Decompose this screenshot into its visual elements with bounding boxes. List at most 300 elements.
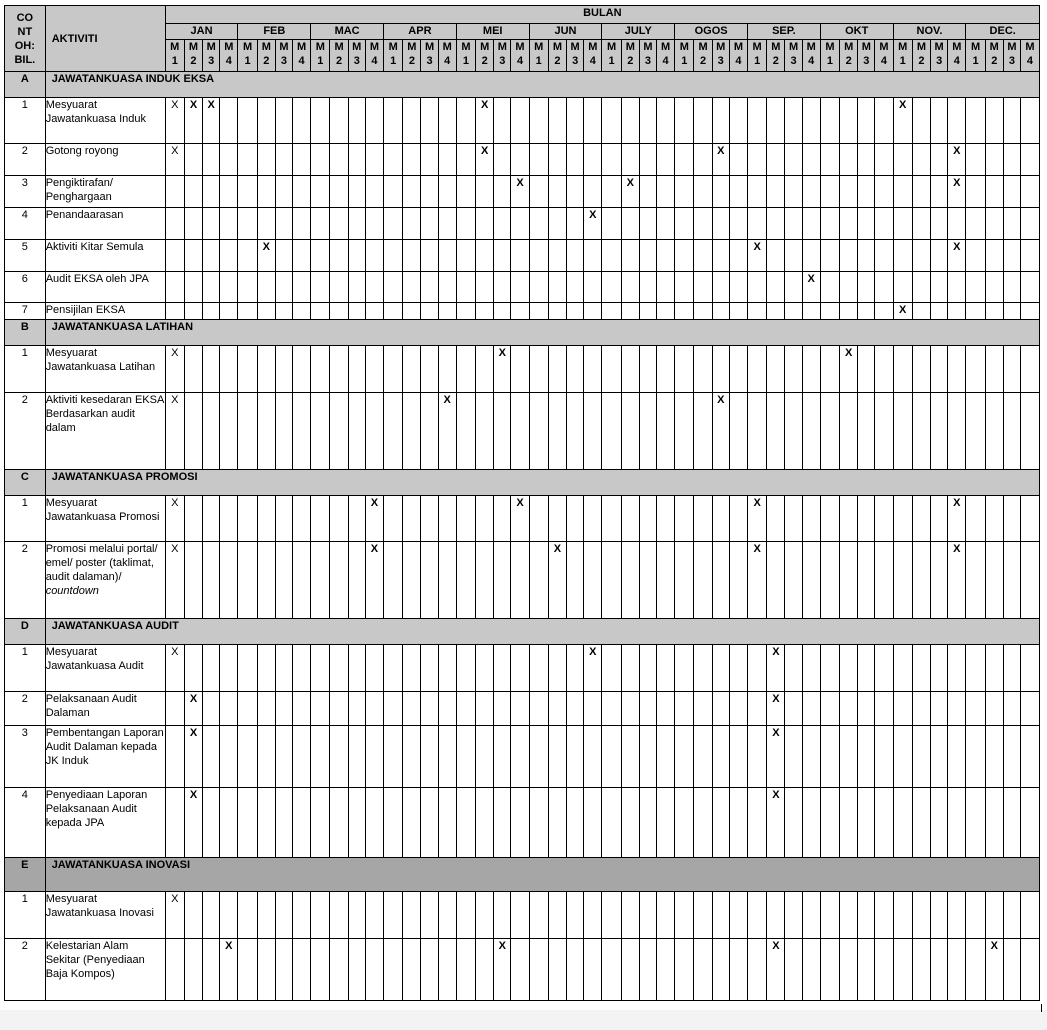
week-cell — [639, 144, 656, 176]
week-cell — [657, 393, 675, 470]
week-cell — [365, 240, 383, 272]
week-cell — [893, 726, 912, 788]
week-cell — [893, 98, 912, 144]
week-cell — [203, 272, 220, 303]
week-cell — [220, 272, 238, 303]
week-cell — [511, 176, 529, 208]
section-title: JAWATANKUASA INDUK EKSA — [45, 72, 1039, 98]
week-cell — [639, 542, 656, 619]
week-cell — [403, 272, 421, 303]
activity-name: Pelaksanaan Audit Dalaman — [45, 692, 165, 726]
week-cell — [476, 692, 494, 726]
week-cell — [729, 939, 747, 1001]
week-cell — [438, 240, 456, 272]
week-cell — [621, 98, 639, 144]
week-letter: M — [480, 41, 490, 53]
week-cell — [220, 176, 238, 208]
week-cell — [694, 176, 712, 208]
week-letter: M — [661, 41, 671, 53]
week-header — [330, 40, 348, 72]
activity-row — [5, 346, 1040, 393]
week-cell — [203, 496, 220, 542]
week-cell — [802, 303, 820, 320]
week-cell — [875, 542, 893, 619]
week-cell — [966, 496, 985, 542]
week-cell — [729, 98, 747, 144]
week-cell — [476, 939, 494, 1001]
week-cell — [748, 496, 767, 542]
week-cell — [293, 144, 311, 176]
week-cell — [966, 144, 985, 176]
week-cell — [311, 645, 330, 692]
activity-name: Pengiktirafan/ Penghargaan — [45, 176, 165, 208]
week-cell — [421, 892, 438, 939]
week-cell — [311, 788, 330, 858]
section-title: JAWATANKUASA LATIHAN — [45, 320, 1039, 346]
week-cell — [330, 303, 348, 320]
week-cell — [238, 892, 257, 939]
week-cell — [602, 346, 621, 393]
week-cell — [365, 892, 383, 939]
week-cell — [567, 303, 584, 320]
section-row — [5, 619, 1040, 645]
week-cell — [858, 892, 875, 939]
week-cell — [220, 208, 238, 240]
week-cell — [456, 144, 475, 176]
header-no-line: CO — [16, 11, 34, 24]
week-cell — [421, 939, 438, 1001]
week-cell — [330, 788, 348, 858]
week-cell — [220, 892, 238, 939]
week-cell — [476, 240, 494, 272]
week-cell — [348, 542, 365, 619]
week-cell — [948, 98, 966, 144]
week-letter: M — [625, 41, 635, 53]
week-letter: M — [806, 41, 816, 53]
week-cell — [1020, 144, 1039, 176]
week-cell — [365, 98, 383, 144]
week-cell — [403, 303, 421, 320]
week-cell — [948, 542, 966, 619]
week-cell — [1020, 788, 1039, 858]
week-cell — [767, 892, 785, 939]
week-cell — [621, 240, 639, 272]
week-cell — [840, 496, 858, 542]
week-cell — [203, 788, 220, 858]
week-cell — [203, 726, 220, 788]
week-cell — [602, 208, 621, 240]
week-cell — [529, 272, 548, 303]
week-cell — [476, 98, 494, 144]
week-number: 2 — [408, 55, 415, 67]
week-letter: M — [497, 41, 507, 53]
week-cell — [820, 496, 839, 542]
week-cell — [675, 346, 694, 393]
week-cell — [275, 726, 292, 788]
week-header — [602, 40, 621, 72]
week-cell — [820, 692, 839, 726]
schedule-mark: X — [899, 99, 907, 111]
week-cell — [602, 892, 621, 939]
week-cell — [584, 939, 602, 1001]
week-cell — [729, 726, 747, 788]
activity-row — [5, 393, 1040, 470]
week-cell — [365, 542, 383, 619]
week-cell — [511, 98, 529, 144]
week-cell — [238, 542, 257, 619]
week-letter: M — [206, 41, 216, 53]
week-number: 3 — [280, 55, 288, 67]
week-cell — [438, 726, 456, 788]
week-cell — [893, 645, 912, 692]
week-number: 2 — [845, 55, 852, 67]
week-cell — [675, 272, 694, 303]
week-cell — [1003, 692, 1020, 726]
week-cell — [966, 892, 985, 939]
week-cell — [567, 692, 584, 726]
week-cell — [602, 303, 621, 320]
week-cell — [893, 393, 912, 470]
week-letter: M — [242, 41, 253, 53]
week-cell — [675, 645, 694, 692]
week-cell — [802, 272, 820, 303]
week-header — [403, 40, 421, 72]
week-cell — [238, 346, 257, 393]
week-cell — [548, 496, 566, 542]
week-cell — [293, 393, 311, 470]
week-cell — [184, 393, 202, 470]
week-cell — [511, 393, 529, 470]
week-header — [712, 40, 729, 72]
week-cell — [1020, 496, 1039, 542]
week-cell — [184, 176, 202, 208]
week-cell — [1003, 393, 1020, 470]
week-cell — [875, 726, 893, 788]
week-cell — [384, 496, 403, 542]
week-cell — [802, 788, 820, 858]
week-cell — [639, 176, 656, 208]
week-cell — [494, 303, 511, 320]
week-cell — [985, 144, 1003, 176]
week-cell — [548, 303, 566, 320]
week-cell — [948, 788, 966, 858]
week-cell — [694, 98, 712, 144]
week-cell — [1020, 208, 1039, 240]
week-cell — [729, 346, 747, 393]
week-cell — [820, 303, 839, 320]
week-header — [238, 40, 257, 72]
week-cell — [238, 144, 257, 176]
week-cell — [203, 176, 220, 208]
week-cell — [712, 208, 729, 240]
month-header: JAN — [165, 24, 238, 40]
activity-name: Mesyuarat Jawatankuasa Promosi — [45, 496, 165, 542]
week-cell — [293, 788, 311, 858]
week-cell — [948, 144, 966, 176]
month-header: JULY — [602, 24, 675, 40]
week-cell — [384, 144, 403, 176]
week-cell — [456, 176, 475, 208]
week-cell — [403, 393, 421, 470]
week-cell — [966, 939, 985, 1001]
week-cell — [476, 645, 494, 692]
week-letter: M — [898, 41, 908, 53]
week-cell — [621, 272, 639, 303]
week-cell — [985, 303, 1003, 320]
week-header — [785, 40, 802, 72]
week-cell — [858, 726, 875, 788]
week-header — [293, 40, 311, 72]
week-cell — [257, 176, 275, 208]
week-number: 1 — [462, 55, 469, 67]
section-code: D — [5, 619, 46, 645]
week-cell — [675, 303, 694, 320]
week-cell — [840, 788, 858, 858]
week-cell — [330, 726, 348, 788]
week-cell — [729, 645, 747, 692]
week-number: 2 — [700, 55, 707, 67]
week-cell — [511, 939, 529, 1001]
week-cell — [330, 144, 348, 176]
week-cell — [275, 542, 292, 619]
week-header — [257, 40, 275, 72]
week-cell — [639, 892, 656, 939]
week-cell — [184, 496, 202, 542]
week-cell — [621, 496, 639, 542]
week-cell — [602, 393, 621, 470]
month-header: OGOS — [675, 24, 748, 40]
week-cell — [858, 176, 875, 208]
week-cell — [893, 346, 912, 393]
week-cell — [567, 346, 584, 393]
week-cell — [621, 176, 639, 208]
week-cell — [802, 542, 820, 619]
week-cell — [948, 939, 966, 1001]
week-cell — [748, 788, 767, 858]
week-cell — [657, 346, 675, 393]
activity-plan-table — [4, 5, 1040, 1001]
week-cell — [330, 692, 348, 726]
week-cell — [567, 892, 584, 939]
week-cell — [203, 208, 220, 240]
row-number: 2 — [5, 692, 46, 726]
week-cell — [948, 496, 966, 542]
week-cell — [403, 542, 421, 619]
week-cell — [931, 176, 948, 208]
activity-name: Pembentangan Laporan Audit Dalaman kepada JK Induk — [45, 726, 165, 788]
activity-row — [5, 788, 1040, 858]
week-cell — [785, 346, 802, 393]
week-cell — [275, 176, 292, 208]
week-cell — [785, 788, 802, 858]
week-cell — [203, 692, 220, 726]
week-cell — [293, 98, 311, 144]
week-cell — [220, 788, 238, 858]
week-cell — [403, 144, 421, 176]
week-cell — [494, 692, 511, 726]
schedule-mark: X — [589, 209, 597, 221]
week-letter: M — [297, 41, 307, 53]
week-cell — [858, 240, 875, 272]
week-header — [584, 40, 602, 72]
week-cell — [912, 303, 930, 320]
schedule-mark: X — [262, 241, 270, 253]
schedule-mark: X — [189, 727, 198, 739]
week-letter: M — [788, 41, 799, 53]
week-number: 1 — [681, 55, 688, 67]
activity-name: Mesyuarat Jawatankuasa Latihan — [45, 346, 165, 393]
week-cell — [384, 240, 403, 272]
schedule-mark: X — [189, 99, 198, 111]
activity-name: Pensijilan EKSA — [45, 303, 165, 320]
week-cell — [785, 272, 802, 303]
week-number: 2 — [190, 55, 197, 67]
week-cell — [403, 892, 421, 939]
week-cell — [840, 542, 858, 619]
week-cell — [257, 645, 275, 692]
week-cell — [567, 144, 584, 176]
week-cell — [476, 208, 494, 240]
week-cell — [820, 176, 839, 208]
week-cell — [511, 892, 529, 939]
week-number: 3 — [863, 55, 870, 67]
week-number: 3 — [353, 55, 360, 67]
week-cell — [767, 645, 785, 692]
week-cell — [639, 788, 656, 858]
week-cell — [438, 144, 456, 176]
week-cell — [1003, 645, 1020, 692]
week-cell — [767, 303, 785, 320]
week-cell — [165, 692, 184, 726]
header-contoh-bil — [5, 6, 46, 72]
week-cell — [511, 692, 529, 726]
week-cell — [584, 272, 602, 303]
week-cell — [421, 208, 438, 240]
week-cell — [858, 692, 875, 726]
week-cell — [931, 645, 948, 692]
week-header — [948, 40, 966, 72]
week-cell — [330, 393, 348, 470]
week-cell — [912, 726, 930, 788]
week-letter: M — [224, 41, 234, 53]
week-cell — [511, 346, 529, 393]
week-cell — [912, 542, 930, 619]
week-cell — [1020, 272, 1039, 303]
section-code: E — [5, 858, 46, 892]
week-cell — [330, 645, 348, 692]
week-cell — [421, 346, 438, 393]
week-cell — [748, 645, 767, 692]
week-cell — [567, 176, 584, 208]
week-cell — [348, 892, 365, 939]
row-number: 5 — [5, 240, 46, 272]
week-cell — [511, 496, 529, 542]
week-cell — [456, 726, 475, 788]
week-cell — [639, 645, 656, 692]
week-cell — [184, 892, 202, 939]
week-cell — [238, 788, 257, 858]
week-cell — [694, 542, 712, 619]
schedule-mark: X — [717, 145, 725, 157]
week-header — [311, 40, 330, 72]
week-cell — [621, 939, 639, 1001]
week-cell — [729, 393, 747, 470]
schedule-mark: X — [498, 347, 507, 359]
week-cell — [403, 939, 421, 1001]
week-cell — [529, 645, 548, 692]
week-cell — [948, 303, 966, 320]
week-cell — [621, 892, 639, 939]
week-cell — [548, 692, 566, 726]
week-letter: M — [352, 41, 362, 53]
week-cell — [203, 144, 220, 176]
week-cell — [238, 176, 257, 208]
week-cell — [1003, 208, 1020, 240]
week-cell — [529, 892, 548, 939]
schedule-mark: X — [772, 789, 780, 801]
week-cell — [311, 692, 330, 726]
week-cell — [384, 393, 403, 470]
week-cell — [675, 144, 694, 176]
week-cell — [165, 240, 184, 272]
week-cell — [694, 496, 712, 542]
week-cell — [403, 788, 421, 858]
week-cell — [858, 346, 875, 393]
schedule-mark: X — [171, 394, 179, 406]
week-cell — [858, 208, 875, 240]
week-cell — [948, 240, 966, 272]
week-number: 4 — [225, 55, 232, 67]
week-cell — [912, 176, 930, 208]
week-cell — [438, 496, 456, 542]
week-cell — [421, 272, 438, 303]
week-cell — [802, 144, 820, 176]
week-cell — [912, 892, 930, 939]
week-header — [384, 40, 403, 72]
week-cell — [456, 692, 475, 726]
week-cell — [567, 393, 584, 470]
week-number: 1 — [826, 55, 833, 67]
week-cell — [384, 346, 403, 393]
week-cell — [931, 788, 948, 858]
week-cell — [348, 496, 365, 542]
week-header — [184, 40, 202, 72]
week-cell — [712, 240, 729, 272]
activity-row — [5, 542, 1040, 619]
schedule-mark: X — [717, 394, 725, 406]
week-cell — [875, 144, 893, 176]
week-cell — [621, 692, 639, 726]
schedule-mark: X — [844, 347, 853, 359]
week-cell — [584, 98, 602, 144]
week-cell — [548, 645, 566, 692]
week-cell — [567, 542, 584, 619]
schedule-mark: X — [753, 543, 761, 555]
week-cell — [584, 208, 602, 240]
week-cell — [511, 208, 529, 240]
week-cell — [893, 496, 912, 542]
week-cell — [966, 303, 985, 320]
week-letter: M — [188, 41, 199, 53]
week-cell — [840, 98, 858, 144]
week-cell — [912, 208, 930, 240]
week-letter: M — [606, 41, 617, 53]
week-cell — [257, 939, 275, 1001]
week-cell — [966, 98, 985, 144]
week-cell — [875, 346, 893, 393]
header-bulan: BULAN — [165, 6, 1039, 24]
week-cell — [494, 645, 511, 692]
